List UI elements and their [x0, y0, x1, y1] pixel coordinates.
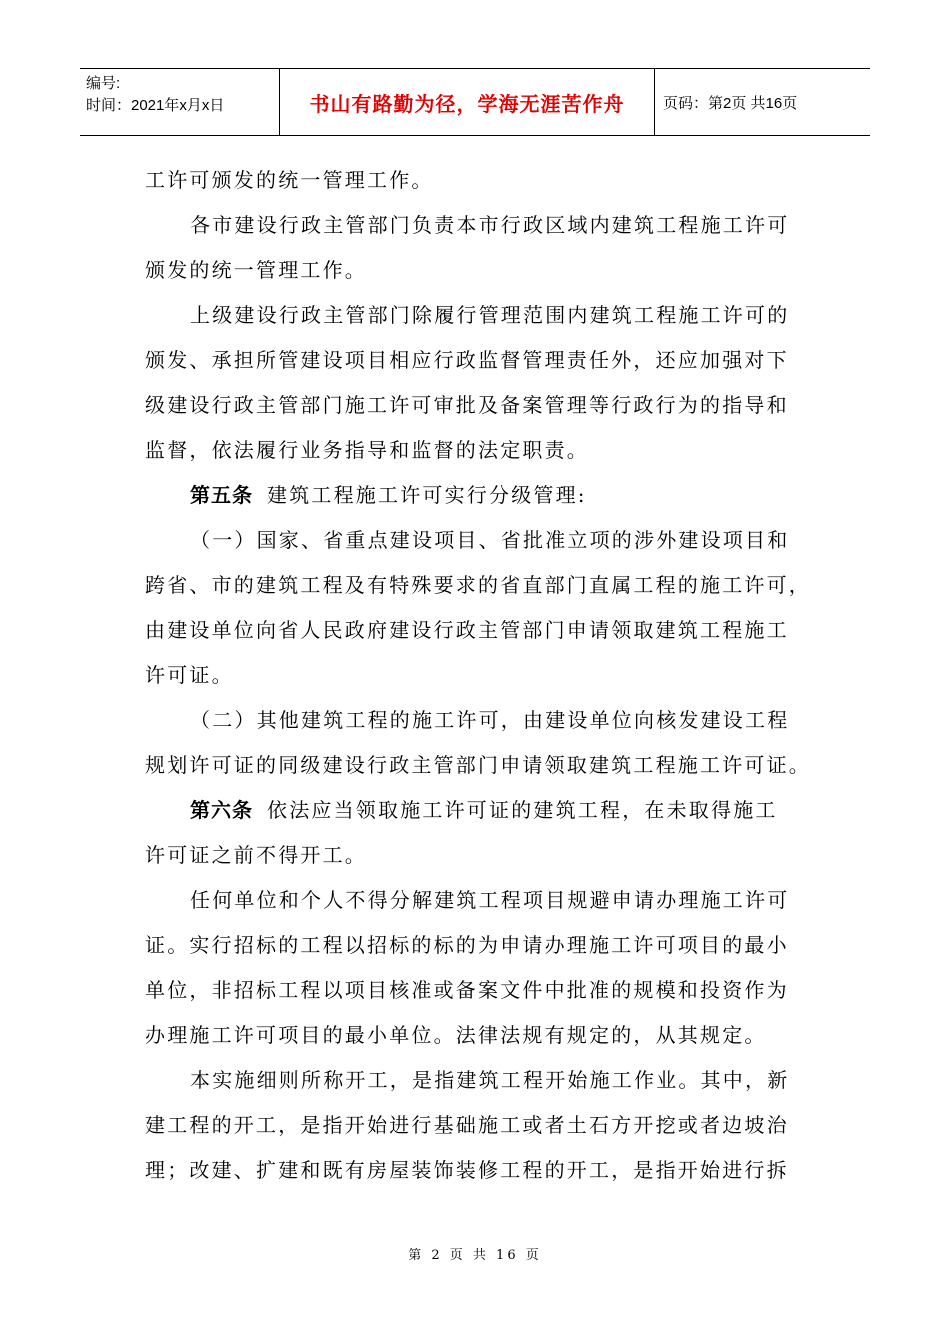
header-page-number: 页码：第2页 共16页 [663, 94, 798, 112]
body-line: 建工程的开工，是指开始进行基础施工或者土石方开挖或者边坡治 [145, 1113, 789, 1137]
body-line: 跨省、市的建筑工程及有特殊要求的省直部门直属工程的施工许可， [145, 573, 811, 597]
document-number-label: 编号: [86, 75, 121, 92]
article-6-heading: 第六条 [190, 798, 253, 822]
body-line: 许可证。 [145, 663, 234, 687]
body-line: （二）其他建筑工程的施工许可，由建设单位向核发建设工程 [190, 708, 790, 732]
body-line: 办理施工许可项目的最小单位。法律法规有规定的，从其规定。 [145, 1023, 767, 1047]
body-line: 本实施细则所称开工，是指建筑工程开始施工作业。其中，新 [190, 1068, 790, 1092]
body-line: 工许可颁发的统一管理工作。 [145, 168, 434, 192]
article-6-line [145, 788, 825, 833]
body-line: 颁发的统一管理工作。 [145, 258, 367, 282]
body-line: 上级建设行政主管部门除履行管理范围内建筑工程施工许可的 [190, 303, 790, 327]
body-line: 理；改建、扩建和既有房屋装饰装修工程的开工，是指开始进行拆 [145, 1158, 789, 1182]
body-line: 证。实行招标的工程以招标的标的为申请办理施工许可项目的最小 [145, 933, 789, 957]
body-line: 许可证之前不得开工。 [145, 843, 367, 867]
document-body [145, 158, 825, 1193]
body-line: 规划许可证的同级建设行政主管部门申请领取建筑工程施工许可证。 [145, 753, 811, 777]
article-5-line [145, 473, 825, 518]
body-line: 由建设单位向省人民政府建设行政主管部门申请领取建筑工程施工 [145, 618, 789, 642]
page-header [80, 68, 870, 136]
header-meta [80, 69, 280, 135]
page-footer: 第 2 页 共 16 页 [408, 1248, 542, 1263]
body-line: 各市建设行政主管部门负责本市行政区域内建筑工程施工许可 [190, 213, 790, 237]
article-6-text: 依法应当领取施工许可证的建筑工程，在未取得施工 [267, 798, 778, 822]
document-time-label: 时间：2021年x月x日 [86, 97, 225, 114]
body-line: 单位，非招标工程以项目核准或备案文件中批准的规模和投资作为 [145, 978, 789, 1002]
article-5-heading: 第五条 [190, 483, 253, 507]
body-line: （一）国家、省重点建设项目、省批准立项的涉外建设项目和 [190, 528, 790, 552]
body-line: 任何单位和个人不得分解建筑工程项目规避申请办理施工许可 [190, 888, 790, 912]
body-line: 监督，依法履行业务指导和监督的法定职责。 [145, 438, 589, 462]
article-5-text: 建筑工程施工许可实行分级管理: [267, 483, 587, 507]
header-motto: 书山有路勤为径，学海无涯苦作舟 [280, 69, 655, 135]
body-line: 级建设行政主管部门施工许可审批及备案管理等行政行为的指导和 [145, 393, 789, 417]
body-line: 颁发、承担所管建设项目相应行政监督管理责任外，还应加强对下 [145, 348, 789, 372]
